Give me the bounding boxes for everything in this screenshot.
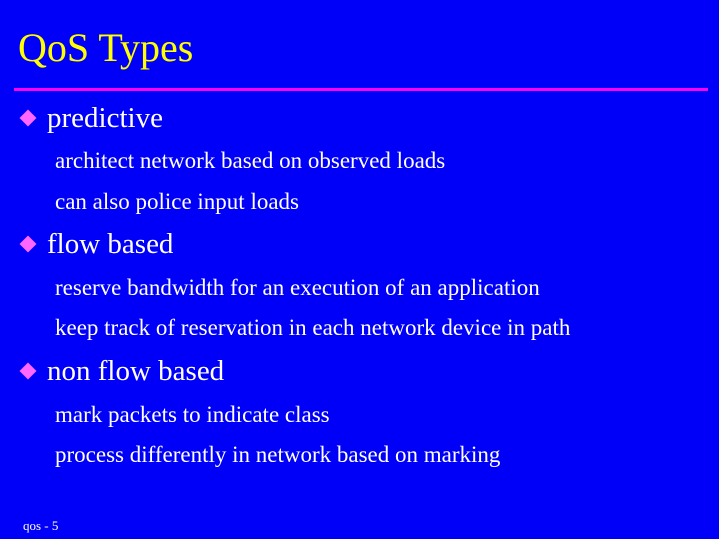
bullet-non-flow-based: [18, 355, 224, 387]
bullet-predictive: [18, 102, 163, 134]
bullet-label: predictive: [47, 101, 163, 134]
diamond-bullet-icon: [20, 363, 37, 380]
slide-title: QoS Types: [18, 25, 194, 70]
sub-item: mark packets to indicate class: [55, 402, 330, 427]
bullet-label: non flow based: [47, 354, 225, 387]
diamond-bullet-icon: [20, 236, 37, 253]
sub-item: process differently in network based on marking: [55, 442, 501, 467]
slide-footer: qos - 5: [23, 518, 59, 533]
diamond-bullet-icon: [20, 110, 37, 127]
bullet-label: flow based: [47, 227, 174, 260]
sub-item: keep track of reservation in each network device in path: [55, 315, 571, 340]
sub-item: reserve bandwidth for an execution of an application: [55, 275, 540, 300]
title-divider: [14, 88, 708, 91]
sub-item: architect network based on observed loads: [55, 148, 446, 173]
sub-item: can also police input loads: [55, 189, 299, 214]
bullet-flow-based: [18, 228, 173, 260]
